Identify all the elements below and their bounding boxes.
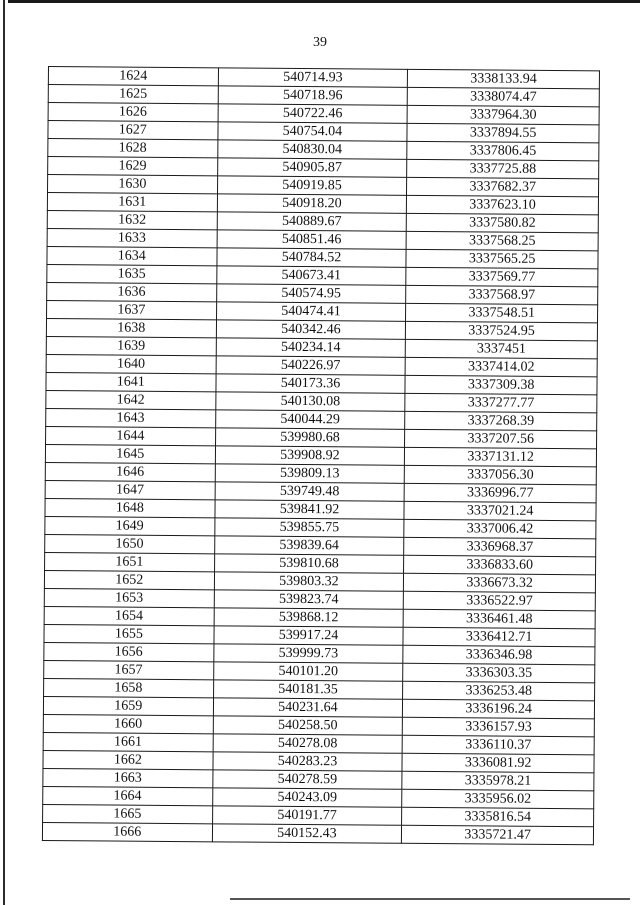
x-coordinate-cell: 539980.68 <box>215 428 405 447</box>
x-coordinate-cell: 539999.73 <box>213 644 403 663</box>
x-coordinate-cell: 540258.50 <box>213 716 403 735</box>
point-number-cell: 1636 <box>47 282 217 301</box>
y-coordinate-cell: 3337524.95 <box>406 321 598 341</box>
point-number-cell: 1632 <box>47 210 217 229</box>
y-coordinate-cell: 3337568.97 <box>406 285 598 305</box>
y-coordinate-cell: 3336673.32 <box>404 573 596 593</box>
y-coordinate-cell: 3336110.37 <box>402 735 594 755</box>
y-coordinate-cell: 3335956.02 <box>402 789 594 809</box>
y-coordinate-cell: 3335721.47 <box>402 825 594 845</box>
x-coordinate-cell: 540152.43 <box>212 824 402 843</box>
x-coordinate-cell: 540905.87 <box>217 158 407 177</box>
point-number-cell: 1641 <box>46 372 216 391</box>
point-number-cell: 1639 <box>46 336 216 355</box>
scan-edge-top <box>8 0 640 3</box>
x-coordinate-cell: 540278.08 <box>213 734 403 753</box>
x-coordinate-cell: 540830.04 <box>217 140 407 159</box>
point-number-cell: 1633 <box>47 228 217 247</box>
y-coordinate-cell: 3337568.25 <box>406 231 598 251</box>
point-number-cell: 1624 <box>48 67 218 86</box>
x-coordinate-cell: 540130.08 <box>215 392 405 411</box>
x-coordinate-cell: 540851.46 <box>217 230 407 249</box>
y-coordinate-cell: 3336412.71 <box>403 627 595 647</box>
point-number-cell: 1638 <box>46 318 216 337</box>
y-coordinate-cell: 3338133.94 <box>408 69 600 89</box>
y-coordinate-cell: 3336996.77 <box>404 483 596 503</box>
x-coordinate-cell: 539917.24 <box>214 626 404 645</box>
point-number-cell: 1658 <box>44 678 214 697</box>
page-number: 39 <box>313 35 327 50</box>
y-coordinate-cell: 3336303.35 <box>403 663 595 683</box>
y-coordinate-cell: 3338074.47 <box>408 87 600 107</box>
y-coordinate-cell: 3337451 <box>406 339 598 359</box>
y-coordinate-cell: 3337268.39 <box>405 411 597 431</box>
x-coordinate-cell: 540243.09 <box>212 788 402 807</box>
table-row <box>42 822 593 844</box>
point-number-cell: 1637 <box>47 300 217 319</box>
x-coordinate-cell: 540714.93 <box>218 68 408 87</box>
x-coordinate-cell: 540231.64 <box>213 698 403 717</box>
y-coordinate-cell: 3335978.21 <box>402 771 594 791</box>
y-coordinate-cell: 3337580.82 <box>407 213 599 233</box>
x-coordinate-cell: 540044.29 <box>215 410 405 429</box>
point-number-cell: 1653 <box>44 588 214 607</box>
x-coordinate-cell: 540918.20 <box>217 194 407 213</box>
point-number-cell: 1648 <box>45 498 215 517</box>
scan-edge-left <box>3 0 5 905</box>
y-coordinate-cell: 3336968.37 <box>404 537 596 557</box>
point-number-cell: 1625 <box>48 85 218 104</box>
y-coordinate-cell: 3337131.12 <box>405 447 597 467</box>
x-coordinate-cell: 540234.14 <box>216 338 406 357</box>
x-coordinate-cell: 540283.23 <box>213 752 403 771</box>
point-number-cell: 1627 <box>48 121 218 140</box>
x-coordinate-cell: 539839.64 <box>214 536 404 555</box>
x-coordinate-cell: 540718.96 <box>218 86 408 105</box>
y-coordinate-cell: 3337682.37 <box>407 177 599 197</box>
y-coordinate-cell: 3337894.55 <box>407 123 599 143</box>
point-number-cell: 1663 <box>43 768 213 787</box>
y-coordinate-cell: 3337414.02 <box>405 357 597 377</box>
point-number-cell: 1659 <box>43 696 213 715</box>
point-number-cell: 1662 <box>43 750 213 769</box>
point-number-cell: 1642 <box>46 390 216 409</box>
x-coordinate-cell: 540181.35 <box>213 680 403 699</box>
y-coordinate-cell: 3337806.45 <box>407 141 599 161</box>
point-number-cell: 1654 <box>44 606 214 625</box>
x-coordinate-cell: 539749.48 <box>215 482 405 501</box>
y-coordinate-cell: 3337277.77 <box>405 393 597 413</box>
x-coordinate-cell: 539803.32 <box>214 572 404 591</box>
point-number-cell: 1657 <box>44 660 214 679</box>
scan-edge-bottom <box>230 898 630 900</box>
point-number-cell: 1666 <box>42 822 212 841</box>
point-number-cell: 1640 <box>46 354 216 373</box>
point-number-cell: 1647 <box>45 480 215 499</box>
x-coordinate-cell: 539810.68 <box>214 554 404 573</box>
y-coordinate-cell: 3337021.24 <box>404 501 596 521</box>
x-coordinate-cell: 540101.20 <box>213 662 403 681</box>
point-number-cell: 1651 <box>45 552 215 571</box>
coordinates-table <box>42 66 600 845</box>
x-coordinate-cell: 540784.52 <box>217 248 407 267</box>
x-coordinate-cell: 539823.74 <box>214 590 404 609</box>
point-number-cell: 1664 <box>43 786 213 805</box>
point-number-cell: 1645 <box>45 444 215 463</box>
point-number-cell: 1629 <box>48 157 218 176</box>
point-number-cell: 1660 <box>43 714 213 733</box>
y-coordinate-cell: 3336833.60 <box>404 555 596 575</box>
point-number-cell: 1656 <box>44 642 214 661</box>
point-number-cell: 1655 <box>44 624 214 643</box>
x-coordinate-cell: 539809.13 <box>215 464 405 483</box>
y-coordinate-cell: 3336522.97 <box>404 591 596 611</box>
y-coordinate-cell: 3337056.30 <box>405 465 597 485</box>
point-number-cell: 1630 <box>48 175 218 194</box>
x-coordinate-cell: 540574.95 <box>216 284 406 303</box>
point-number-cell: 1634 <box>47 246 217 265</box>
point-number-cell: 1631 <box>47 193 217 212</box>
point-number-cell: 1661 <box>43 732 213 751</box>
x-coordinate-cell: 540673.41 <box>216 266 406 285</box>
x-coordinate-cell: 540278.59 <box>212 770 402 789</box>
x-coordinate-cell: 540226.97 <box>216 356 406 375</box>
x-coordinate-cell: 539868.12 <box>214 608 404 627</box>
x-coordinate-cell: 539855.75 <box>214 518 404 537</box>
point-number-cell: 1643 <box>46 408 216 427</box>
y-coordinate-cell: 3337725.88 <box>407 159 599 179</box>
x-coordinate-cell: 540919.85 <box>217 176 407 195</box>
y-coordinate-cell: 3335816.54 <box>402 807 594 827</box>
x-coordinate-cell: 539908.92 <box>215 446 405 465</box>
x-coordinate-cell: 540722.46 <box>218 104 408 123</box>
point-number-cell: 1644 <box>46 426 216 445</box>
y-coordinate-cell: 3337623.10 <box>407 195 599 215</box>
coordinates-table-body <box>42 67 599 845</box>
x-coordinate-cell: 540474.41 <box>216 302 406 321</box>
x-coordinate-cell: 540754.04 <box>218 122 408 141</box>
point-number-cell: 1626 <box>48 103 218 122</box>
y-coordinate-cell: 3336196.24 <box>403 699 595 719</box>
point-number-cell: 1650 <box>45 534 215 553</box>
y-coordinate-cell: 3336253.48 <box>403 681 595 701</box>
y-coordinate-cell: 3337006.42 <box>404 519 596 539</box>
point-number-cell: 1665 <box>43 804 213 823</box>
y-coordinate-cell: 3337569.77 <box>406 267 598 287</box>
y-coordinate-cell: 3337964.30 <box>407 105 599 125</box>
y-coordinate-cell: 3336346.98 <box>403 645 595 665</box>
x-coordinate-cell: 540889.67 <box>217 212 407 231</box>
y-coordinate-cell: 3336157.93 <box>403 717 595 737</box>
point-number-cell: 1649 <box>45 516 215 535</box>
y-coordinate-cell: 3336081.92 <box>402 753 594 773</box>
y-coordinate-cell: 3337309.38 <box>405 375 597 395</box>
y-coordinate-cell: 3336461.48 <box>403 609 595 629</box>
point-number-cell: 1628 <box>48 139 218 158</box>
x-coordinate-cell: 540342.46 <box>216 320 406 339</box>
point-number-cell: 1646 <box>45 462 215 481</box>
y-coordinate-cell: 3337207.56 <box>405 429 597 449</box>
point-number-cell: 1652 <box>44 570 214 589</box>
y-coordinate-cell: 3337548.51 <box>406 303 598 323</box>
point-number-cell: 1635 <box>47 264 217 283</box>
x-coordinate-cell: 540173.36 <box>216 374 406 393</box>
y-coordinate-cell: 3337565.25 <box>406 249 598 269</box>
x-coordinate-cell: 539841.92 <box>215 500 405 519</box>
x-coordinate-cell: 540191.77 <box>212 806 402 825</box>
